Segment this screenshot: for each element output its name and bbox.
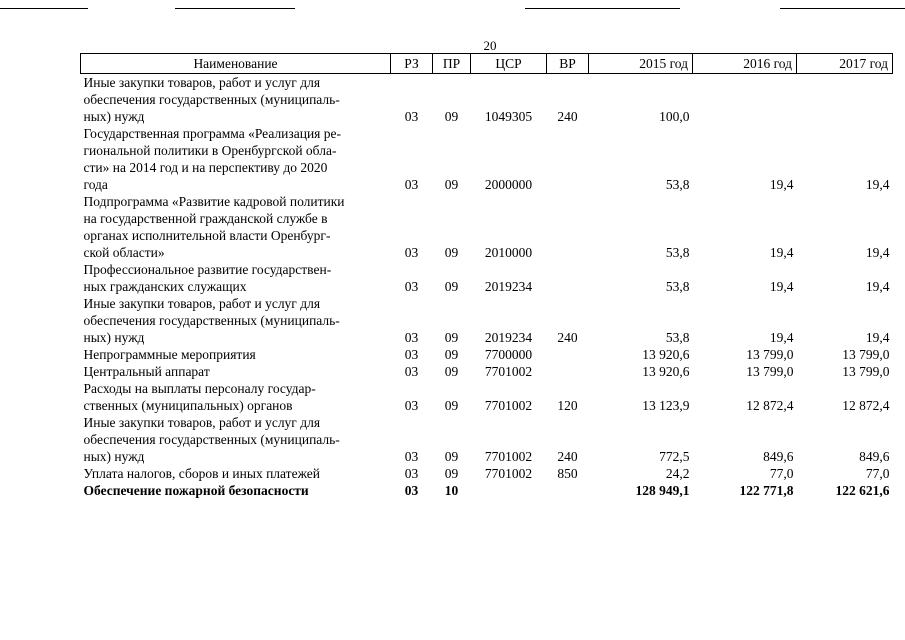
row-2017: 77,0	[865, 466, 890, 481]
table-row	[81, 363, 893, 380]
header-2017: 2017 год	[797, 54, 893, 74]
row-csr: 7701002	[484, 466, 533, 481]
table-row	[81, 346, 893, 363]
row-pr: 09	[444, 466, 459, 481]
row-pr: 10	[444, 483, 459, 498]
row-2016	[693, 74, 797, 126]
row-2015: 53,8	[665, 279, 690, 294]
row-2015: 128 949,1	[635, 483, 690, 498]
row-rz: 03	[404, 109, 419, 124]
row-2017: 19,4	[865, 177, 890, 192]
row-vr: 240	[557, 330, 578, 345]
row-2016: 12 872,4	[746, 398, 794, 413]
table-row	[81, 261, 893, 295]
top-rule-right	[780, 8, 905, 9]
row-2015: 13 123,9	[642, 398, 690, 413]
header-csr: ЦСР	[471, 54, 547, 74]
row-csr: 7701002	[484, 398, 533, 413]
top-rule-left	[0, 8, 88, 9]
row-2015: 100,0	[659, 109, 690, 124]
row-csr: 2019234	[484, 330, 533, 345]
header-pr: ПР	[433, 54, 471, 74]
row-pr: 09	[444, 398, 459, 413]
row-rz: 03	[404, 449, 419, 464]
row-2016: 77,0	[769, 466, 794, 481]
row-2017: 12 872,4	[842, 398, 890, 413]
row-2015: 13 920,6	[642, 364, 690, 379]
row-name: Обеспечение пожарной безопасности	[83, 483, 309, 498]
row-2015: 24,2	[665, 466, 690, 481]
row-2015: 53,8	[665, 177, 690, 192]
row-csr: 7701002	[484, 449, 533, 464]
row-csr: 7701002	[484, 364, 533, 379]
row-rz: 03	[404, 330, 419, 345]
table-row	[81, 125, 893, 193]
row-2016: 13 799,0	[746, 364, 794, 379]
row-rz: 03	[404, 364, 419, 379]
row-rz: 03	[404, 347, 419, 362]
row-2016: 19,4	[769, 330, 794, 345]
row-2016: 13 799,0	[746, 347, 794, 362]
header-name: Наименование	[81, 54, 391, 74]
row-2015: 772,5	[659, 449, 690, 464]
row-name: Непрограммные мероприятия	[83, 347, 256, 362]
row-vr: 120	[557, 398, 578, 413]
table-body	[81, 74, 893, 500]
header-2015: 2015 год	[589, 54, 693, 74]
row-2016: 19,4	[769, 279, 794, 294]
row-rz: 03	[404, 279, 419, 294]
row-name: Государственная программа «Реализация ре- гиональной политики в Оренбургской обла- сти» на 2014 год и на перспективу до 2020 года	[83, 126, 342, 192]
row-2016: 122 771,8	[739, 483, 794, 498]
row-pr: 09	[444, 245, 459, 260]
table-row	[81, 193, 893, 261]
table-row	[81, 482, 893, 499]
row-2017: 19,4	[865, 245, 890, 260]
row-name: Профессиональное развитие государствен- ных гражданских служащих	[83, 262, 332, 294]
row-pr: 09	[444, 330, 459, 345]
row-pr: 09	[444, 109, 459, 124]
row-name: Иные закупки товаров, работ и услуг для обеспечения государственных (муниципаль- ных) нужд	[83, 415, 340, 464]
row-vr	[547, 346, 589, 363]
row-2016: 19,4	[769, 245, 794, 260]
row-2016: 19,4	[769, 177, 794, 192]
row-2017: 849,6	[859, 449, 890, 464]
row-name: Центральный аппарат	[83, 364, 210, 379]
row-2015: 13 920,6	[642, 347, 690, 362]
row-vr: 240	[557, 449, 578, 464]
row-pr: 09	[444, 279, 459, 294]
row-vr	[547, 261, 589, 295]
row-csr: 2010000	[484, 245, 533, 260]
row-2017: 19,4	[865, 330, 890, 345]
row-name: Уплата налогов, сборов и иных платежей	[83, 466, 320, 481]
row-2016: 849,6	[763, 449, 794, 464]
row-pr: 09	[444, 449, 459, 464]
header-row	[81, 54, 893, 74]
row-name: Иные закупки товаров, работ и услуг для обеспечения государственных (муниципаль- ных) нужд	[83, 296, 340, 345]
row-2017: 13 799,0	[842, 364, 890, 379]
top-rule-center-left	[175, 8, 295, 9]
page-number: 20	[483, 38, 497, 53]
table-row	[81, 465, 893, 482]
header-rz: РЗ	[391, 54, 433, 74]
row-2017: 19,4	[865, 279, 890, 294]
row-name: Расходы на выплаты персоналу государ- ственных (муниципальных) органов	[83, 381, 316, 413]
row-vr	[547, 363, 589, 380]
row-2017	[797, 74, 893, 126]
row-2015: 53,8	[665, 245, 690, 260]
row-csr: 7700000	[484, 347, 533, 362]
row-name: Подпрограмма «Развитие кадровой политики на государственной гражданской службе в органах исполнительной власти Оренбург- ской области»	[83, 194, 345, 260]
table-row	[81, 414, 893, 465]
row-pr: 09	[444, 364, 459, 379]
row-rz: 03	[404, 398, 419, 413]
row-csr: 1049305	[484, 109, 533, 124]
row-csr: 2019234	[484, 279, 533, 294]
budget-table	[80, 53, 893, 499]
header-vr: ВР	[547, 54, 589, 74]
row-pr: 09	[444, 347, 459, 362]
row-vr	[547, 193, 589, 261]
row-2017: 13 799,0	[842, 347, 890, 362]
table-row	[81, 380, 893, 414]
row-2015: 53,8	[665, 330, 690, 345]
row-rz: 03	[404, 177, 419, 192]
header-2016: 2016 год	[693, 54, 797, 74]
row-vr	[547, 125, 589, 193]
row-csr: 2000000	[484, 177, 533, 192]
row-name: Иные закупки товаров, работ и услуг для обеспечения государственных (муниципаль- ных) нужд	[83, 75, 340, 124]
table-row	[81, 295, 893, 346]
row-rz: 03	[404, 483, 419, 498]
row-rz: 03	[404, 245, 419, 260]
row-vr: 850	[557, 466, 578, 481]
top-rule-center-right	[525, 8, 680, 9]
row-pr: 09	[444, 177, 459, 192]
table-row	[81, 74, 893, 126]
row-rz: 03	[404, 466, 419, 481]
row-vr: 240	[557, 109, 578, 124]
row-vr	[547, 482, 589, 499]
row-2017: 122 621,6	[835, 483, 890, 498]
row-csr	[471, 482, 547, 499]
